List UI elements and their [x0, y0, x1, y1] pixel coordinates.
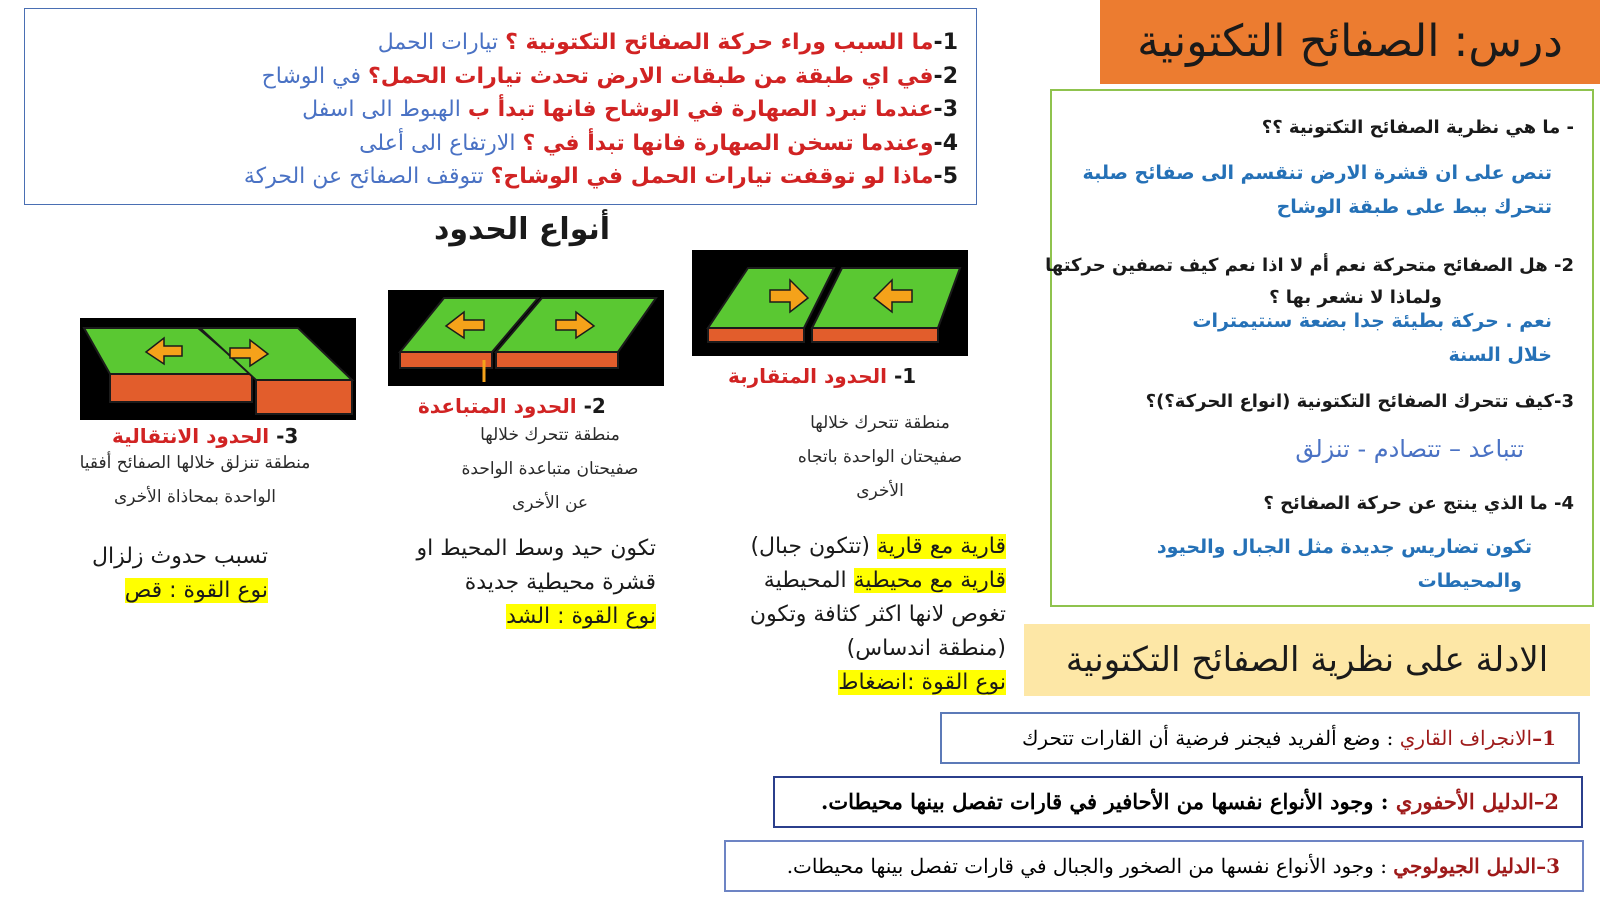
boundaries-title: أنواع الحدود: [433, 212, 611, 247]
evidence-label: الانجراف القاري: [1399, 726, 1533, 750]
page-title: درس: الصفائح التكتونية: [1100, 0, 1600, 84]
question-answer: تيارات الحمل: [377, 30, 499, 55]
evidence-text: وجود الأنواع نفسها من الصخور والجبال في قارات تفصل بينها محيطات.: [786, 854, 1374, 878]
plate-right-side: [496, 352, 618, 368]
description-line: منطقة تتحرك خلالها: [810, 413, 950, 433]
boundary-2-description: [410, 418, 690, 520]
description-line: الواحدة بمحاذاة الأخرى: [113, 487, 277, 507]
description-line: الأخرى: [856, 481, 904, 501]
note-text: (تتكون جبال): [750, 534, 877, 559]
evidence-label: الدليل الجيولوجي: [1393, 854, 1537, 878]
question-text: ماذا لو توقفت تيارات الحمل في الوشاح؟: [490, 164, 934, 189]
theory-answer-4a: تكون تضاريس جديدة مثل الجبال والحيود: [1156, 536, 1532, 558]
plate-left-side: [400, 352, 492, 368]
theory-question-3: 3-كيف تتحرك الصفائح التكتونية (انواع الحركة؟)؟: [1145, 391, 1574, 412]
question-row: [378, 27, 958, 59]
question-answer: تتوقف الصفائح عن الحركة: [243, 164, 484, 189]
boundary-number: 3-: [276, 424, 299, 448]
theory-box: [1045, 89, 1594, 607]
note-text: تكون حيد وسط المحيط او: [416, 536, 656, 561]
evidence-label: الدليل الأحفوري: [1395, 789, 1534, 814]
question-row: [244, 161, 958, 193]
theory-question-1: - ما هي نظرية الصفائح التكتونية ؟؟: [1261, 117, 1574, 138]
convergent-boundary-diagram: [692, 250, 968, 356]
transform-boundary-diagram: [80, 318, 356, 420]
question-row: [302, 94, 958, 126]
description-line: منطقة تتحرك خلالها: [480, 425, 620, 445]
theory-question-2a: 2- هل الصفائح متحركة نعم أم لا اذا نعم كيف تصفين حركتها: [1045, 255, 1574, 276]
description-line: عن الأخرى: [511, 493, 589, 513]
question-row: [262, 61, 958, 93]
description-line: صفيحتان الواحدة باتجاه: [797, 447, 963, 467]
theory-answer-2a: نعم . حركة بطيئة جدا بضعة سنتيمترات: [1192, 310, 1552, 332]
force-type: نوع القوة : الشد: [506, 604, 656, 629]
evidence-text: وضع ألفريد فيجنر فرضية أن القارات تتحرك: [1021, 726, 1381, 750]
plate-right-side: [256, 380, 352, 414]
question-answer: الهبوط الى اسفل: [302, 97, 461, 122]
evidence-item: [773, 776, 1583, 828]
theory-answer-2b: خلال السنة: [1448, 344, 1552, 366]
theory-question-4: 4- ما الذي ينتج عن حركة الصفائح ؟: [1263, 493, 1574, 514]
boundary-1-name: [728, 364, 916, 388]
force-type: نوع القوة : قص: [124, 578, 268, 603]
boundary-title: الحدود المتباعدة: [418, 394, 577, 418]
question-text: ما السبب وراء حركة الصفائح التكتونية ؟: [505, 30, 934, 55]
question-text: وعندما تسخن الصهارة فانها تبدأ في ؟: [522, 131, 934, 156]
question-number: 3-: [933, 97, 958, 122]
boundary-3-name: [112, 424, 298, 448]
question-answer: الارتفاع الى أعلى: [359, 131, 516, 156]
question-number: 4-: [933, 131, 958, 156]
theory-answer-1a: تنص على ان قشرة الارض تنقسم الى صفائح صلبة: [1082, 162, 1552, 184]
boundary-2-notes: [406, 532, 656, 634]
boundary-1-description: [760, 406, 1000, 508]
note-text: قشرة محيطية جديدة: [464, 570, 656, 595]
boundary-number: 1-: [893, 364, 917, 388]
theory-answer-4b: والمحيطات: [1417, 570, 1522, 592]
theory-answer-3: تتباعد – تتصادم - تنزلق: [1295, 435, 1524, 463]
evidence-number: 2–: [1533, 789, 1559, 814]
question-row: [359, 128, 958, 160]
boundary-2-name: [418, 394, 606, 418]
note-text: المحيطية: [763, 568, 854, 593]
description-line: منطقة تنزلق خلالها الصفائح أفقيا: [79, 453, 311, 473]
boundary-number: 2-: [583, 394, 606, 418]
boundary-title: الحدود المتقاربة: [728, 364, 887, 388]
boundary-1-notes: [706, 530, 1006, 700]
note-text: (منطقة اندساس): [846, 636, 1006, 661]
evidence-number: 3–: [1536, 854, 1560, 878]
theory-answer-1b: تتحرك ببط على طبقة الوشاح: [1276, 196, 1552, 218]
boundary-3-notes: [78, 540, 268, 608]
evidence-separator: :: [1373, 854, 1394, 878]
force-type: نوع القوة :انضغاط: [838, 670, 1006, 695]
theory-question-2b: ولماذا لا نشعر بها ؟: [1269, 287, 1442, 308]
highlight-text: قارية مع قارية: [876, 534, 1006, 559]
evidence-title: الادلة على نظرية الصفائح التكتونية: [1024, 624, 1590, 696]
evidence-item: [940, 712, 1580, 764]
question-number: 5-: [933, 164, 958, 189]
question-answer: في الوشاح: [261, 64, 361, 89]
highlight-text: قارية مع محيطية: [853, 568, 1006, 593]
question-number: 1-: [933, 30, 958, 55]
plate-left-side: [110, 374, 252, 402]
note-text: تسبب حدوث زلزال: [91, 544, 268, 569]
question-text: في اي طبقة من طبقات الارض تحدث تيارات الحمل؟: [367, 64, 934, 89]
description-line: صفيحتان متباعدة الواحدة: [461, 459, 639, 479]
question-number: 2-: [933, 64, 958, 89]
plate-right-side: [812, 328, 938, 342]
questions-box: [24, 8, 977, 205]
divergent-boundary-diagram: [388, 290, 664, 386]
plate-left-side: [708, 328, 804, 342]
note-text: تغوص لانها اكثر كثافة وتكون: [749, 602, 1006, 627]
question-text: عندما تبرد الصهارة في الوشاح فانها تبدأ ب: [467, 97, 934, 122]
evidence-separator: :: [1373, 789, 1396, 814]
boundary-title: الحدود الانتقالية: [112, 424, 270, 448]
boundary-3-description: [30, 446, 360, 514]
evidence-separator: :: [1380, 726, 1400, 750]
evidence-item: [724, 840, 1584, 892]
evidence-number: 1–: [1532, 726, 1556, 750]
evidence-text: وجود الأنواع نفسها من الأحافير في قارات تفصل بينها محيطات.: [821, 789, 1374, 814]
